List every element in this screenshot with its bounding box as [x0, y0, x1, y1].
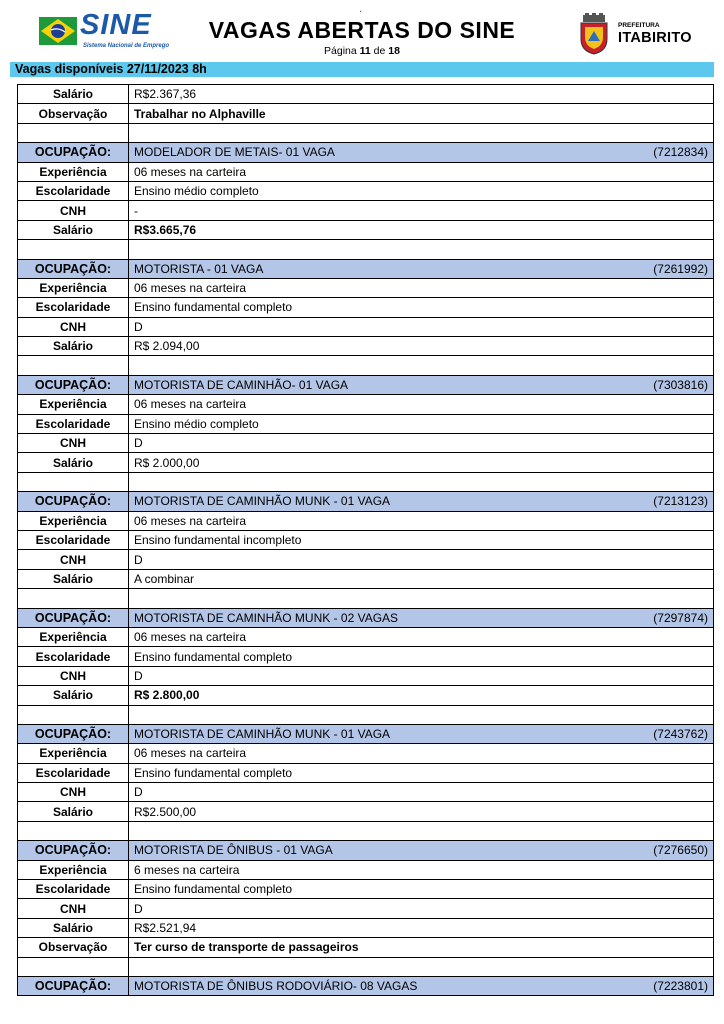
- occupation-title: MOTORISTA DE CAMINHÃO MUNK - 01 VAGA: [134, 727, 391, 742]
- value-escolaridade: Ensino fundamental completo: [129, 298, 714, 317]
- label-cnh: CNH: [18, 899, 129, 918]
- label-experiencia: Experiência: [18, 627, 129, 646]
- city-crest-icon: [575, 13, 613, 55]
- occupation-row: [18, 841, 714, 860]
- label-cnh: CNH: [18, 783, 129, 802]
- table-row: [18, 802, 714, 821]
- page-title: VAGAS ABERTAS DO SINE: [208, 17, 516, 43]
- value-cnh: D: [129, 899, 714, 918]
- value-salario: R$3.665,76: [129, 220, 714, 239]
- table-row: [18, 763, 714, 782]
- tick-mark: ˏ: [359, 2, 362, 12]
- prefeitura-logo: [575, 13, 695, 55]
- value-salario: R$ 2.000,00: [129, 453, 714, 472]
- table-row: [18, 414, 714, 433]
- occupation-code: (7213123): [653, 494, 708, 509]
- occupation-code: (7243762): [653, 727, 708, 742]
- value-experiencia: 06 meses na carteira: [129, 627, 714, 646]
- table-row: [18, 686, 714, 705]
- value-cnh: D: [129, 666, 714, 685]
- occupation-title: MOTORISTA DE CAMINHÃO MUNK - 01 VAGA: [134, 494, 391, 509]
- value-experiencia: 06 meses na carteira: [129, 744, 714, 763]
- value-cnh: D: [129, 550, 714, 569]
- occupation-title: MOTORISTA DE CAMINHÃO- 01 VAGA: [134, 378, 349, 393]
- table-row: [18, 511, 714, 530]
- occupation-title: MOTORISTA DE CAMINHÃO MUNK - 02 VAGAS: [134, 610, 399, 625]
- occupation-row: [18, 976, 714, 995]
- occupation-code: (7303816): [653, 378, 708, 393]
- label-cnh: CNH: [18, 317, 129, 336]
- table-row: [18, 569, 714, 588]
- occupation-code: (7261992): [653, 261, 708, 276]
- spacer-row: [18, 472, 714, 491]
- value-observacao: Trabalhar no Alphaville: [129, 104, 714, 123]
- value-experiencia: 06 meses na carteira: [129, 395, 714, 414]
- value-escolaridade: Ensino médio completo: [129, 181, 714, 200]
- table-row: [18, 337, 714, 356]
- spacer-row: [18, 821, 714, 840]
- sine-brand: SINE: [80, 9, 152, 41]
- jobs-table: [17, 84, 714, 996]
- label-salario: Salário: [18, 220, 129, 239]
- label-experiencia: Experiência: [18, 511, 129, 530]
- table-row: [18, 918, 714, 937]
- value-salario: A combinar: [129, 569, 714, 588]
- table-row: [18, 647, 714, 666]
- table-row: [18, 530, 714, 549]
- label-experiencia: Experiência: [18, 395, 129, 414]
- occupation-title: MOTORISTA DE ÔNIBUS RODOVIÁRIO- 08 VAGAS: [134, 979, 418, 994]
- value-salario: R$ 2.094,00: [129, 337, 714, 356]
- label-cnh: CNH: [18, 666, 129, 685]
- spacer-row: [18, 705, 714, 724]
- value-experiencia: 06 meses na carteira: [129, 162, 714, 181]
- label-salario: Salário: [18, 569, 129, 588]
- occupation-code: (7276650): [653, 843, 708, 858]
- table-row: [18, 744, 714, 763]
- spacer-row: [18, 356, 714, 375]
- spacer-row: [18, 240, 714, 259]
- occupation-row: [18, 724, 714, 743]
- label-ocupacao: OCUPAÇÃO:: [18, 976, 129, 995]
- table-row: [18, 860, 714, 879]
- label-experiencia: Experiência: [18, 278, 129, 297]
- value-experiencia: 06 meses na carteira: [129, 511, 714, 530]
- value-experiencia: 6 meses na carteira: [129, 860, 714, 879]
- label-salario: Salário: [18, 918, 129, 937]
- value-salario: R$2.521,94: [129, 918, 714, 937]
- table-row: [18, 666, 714, 685]
- page-total: 18: [388, 45, 400, 57]
- table-row: [18, 880, 714, 899]
- page-current: 11: [359, 45, 371, 57]
- table-row: [18, 550, 714, 569]
- prefeitura-city: ITABIRITO: [618, 30, 692, 46]
- label-observacao: Observação: [18, 104, 129, 123]
- label-observacao: Observação: [18, 938, 129, 957]
- label-salario: Salário: [18, 85, 129, 104]
- table-row: [18, 201, 714, 220]
- value-escolaridade: Ensino fundamental completo: [129, 880, 714, 899]
- occupation-row: [18, 492, 714, 511]
- value-observacao: Ter curso de transporte de passageiros: [129, 938, 714, 957]
- occupation-title: MOTORISTA - 01 VAGA: [134, 261, 264, 276]
- occupation-row: [18, 259, 714, 278]
- table-row: [18, 162, 714, 181]
- label-experiencia: Experiência: [18, 860, 129, 879]
- occupation-row: [18, 375, 714, 394]
- table-row: [18, 220, 714, 239]
- table-row: [18, 317, 714, 336]
- label-cnh: CNH: [18, 550, 129, 569]
- label-ocupacao: OCUPAÇÃO:: [18, 724, 129, 743]
- value-escolaridade: Ensino médio completo: [129, 414, 714, 433]
- label-salario: Salário: [18, 686, 129, 705]
- value-salario: R$2.500,00: [129, 802, 714, 821]
- value-cnh: D: [129, 317, 714, 336]
- value-escolaridade: Ensino fundamental incompleto: [129, 530, 714, 549]
- occupation-title: MODELADOR DE METAIS- 01 VAGA: [134, 145, 335, 160]
- spacer-row: [18, 957, 714, 976]
- table-row: [18, 938, 714, 957]
- label-ocupacao: OCUPAÇÃO:: [18, 143, 129, 162]
- occupation-row: [18, 143, 714, 162]
- table-row: [18, 627, 714, 646]
- label-cnh: CNH: [18, 434, 129, 453]
- label-experiencia: Experiência: [18, 162, 129, 181]
- sine-subtitle: Sistema Nacional de Emprego: [83, 43, 170, 49]
- page-prefix: Página: [324, 45, 357, 57]
- table-row: [18, 899, 714, 918]
- occupation-code: (7212834): [653, 145, 708, 160]
- label-ocupacao: OCUPAÇÃO:: [18, 492, 129, 511]
- table-row: [18, 434, 714, 453]
- label-escolaridade: Escolaridade: [18, 647, 129, 666]
- label-ocupacao: OCUPAÇÃO:: [18, 375, 129, 394]
- page-header: [0, 0, 724, 62]
- availability-date: Vagas disponíveis 27/11/2023 8h: [15, 62, 207, 76]
- occupation-title: MOTORISTA DE ÔNIBUS - 01 VAGA: [134, 843, 333, 858]
- label-salario: Salário: [18, 802, 129, 821]
- table-row: [18, 453, 714, 472]
- prefeitura-label: PREFEITURA: [618, 22, 660, 29]
- label-ocupacao: OCUPAÇÃO:: [18, 259, 129, 278]
- table-row: [18, 298, 714, 317]
- label-ocupacao: OCUPAÇÃO:: [18, 841, 129, 860]
- label-ocupacao: OCUPAÇÃO:: [18, 608, 129, 627]
- page-of: de: [373, 45, 386, 57]
- occupation-code: (7223801): [653, 979, 708, 994]
- table-row: [18, 181, 714, 200]
- value-salario: R$2.367,36: [129, 85, 714, 104]
- value-escolaridade: Ensino fundamental completo: [129, 763, 714, 782]
- label-salario: Salário: [18, 337, 129, 356]
- label-experiencia: Experiência: [18, 744, 129, 763]
- value-salario: R$ 2.800,00: [129, 686, 714, 705]
- label-escolaridade: Escolaridade: [18, 763, 129, 782]
- value-cnh: D: [129, 783, 714, 802]
- value-escolaridade: Ensino fundamental completo: [129, 647, 714, 666]
- value-experiencia: 06 meses na carteira: [129, 278, 714, 297]
- availability-bar: [10, 62, 714, 77]
- label-salario: Salário: [18, 453, 129, 472]
- table-row: [18, 395, 714, 414]
- occupation-row: [18, 608, 714, 627]
- table-row: [18, 783, 714, 802]
- label-escolaridade: Escolaridade: [18, 298, 129, 317]
- label-cnh: CNH: [18, 201, 129, 220]
- label-escolaridade: Escolaridade: [18, 530, 129, 549]
- label-escolaridade: Escolaridade: [18, 414, 129, 433]
- label-escolaridade: Escolaridade: [18, 880, 129, 899]
- spacer-row: [18, 123, 714, 142]
- table-row: [18, 104, 714, 123]
- table-row: [18, 278, 714, 297]
- value-cnh: D: [129, 434, 714, 453]
- table-row: [18, 85, 714, 104]
- occupation-code: (7297874): [653, 610, 708, 625]
- spacer-row: [18, 589, 714, 608]
- label-escolaridade: Escolaridade: [18, 181, 129, 200]
- value-cnh: -: [129, 201, 714, 220]
